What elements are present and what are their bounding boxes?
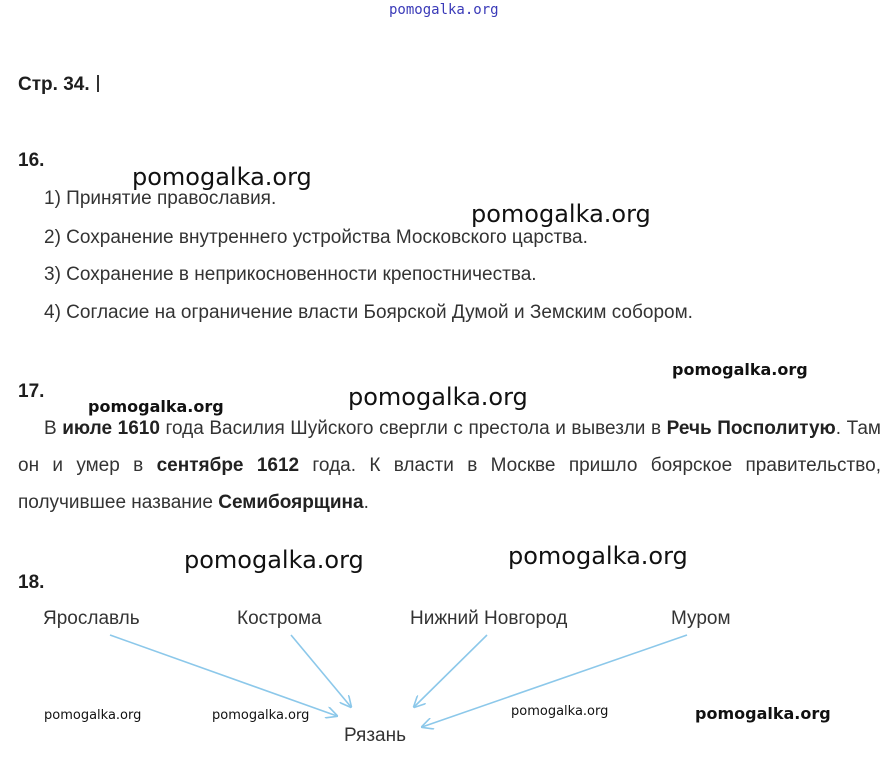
watermark: pomogalka.org: [88, 397, 224, 416]
watermark: pomogalka.org: [672, 360, 808, 379]
q17-date-july-1610: июле 1610: [62, 418, 160, 439]
watermark: pomogalka.org: [44, 708, 142, 723]
city-ryazan: Рязань: [344, 725, 407, 746]
city-nizhny-novgorod: Нижний Новгород: [410, 608, 568, 629]
question-17-number: 17.: [18, 381, 45, 402]
q17-text-5: .: [363, 492, 369, 513]
watermark: pomogalka.org: [695, 704, 831, 723]
q16-answer-4: 4) Согласие на ограничение власти Боярской Думой и Земским собором.: [44, 302, 693, 323]
arrow-nizhny-ryazan: [414, 635, 487, 707]
page-header-text: Стр. 34.: [18, 74, 90, 95]
watermark: pomogalka.org: [184, 546, 364, 574]
watermark: pomogalka.org: [132, 163, 312, 191]
watermark: pomogalka.org: [471, 200, 651, 228]
watermark: pomogalka.org: [348, 383, 528, 411]
q16-answer-1: 1) Принятие православия.: [44, 188, 277, 209]
watermark: pomogalka.org: [508, 542, 688, 570]
city-kostroma: Кострома: [237, 608, 322, 629]
city-murom: Муром: [671, 608, 731, 629]
q16-answer-2: 2) Сохранение внутреннего устройства Московского царства.: [44, 227, 588, 248]
q17-text-2: года Василия Шуйского свергли с престола и вывезли в: [159, 418, 667, 439]
q17-semiboyarshchina: Семибоярщина: [218, 492, 364, 513]
q16-answer-3: 3) Сохранение в неприкосновенности крепостничества.: [44, 264, 537, 285]
q17-date-sept-1612: сентябре 1612: [156, 455, 300, 476]
arrow-yaroslavl-ryazan: [110, 635, 337, 716]
arrow-kostroma-ryazan: [291, 635, 351, 707]
city-yaroslavl: Ярославль: [43, 608, 140, 629]
q17-rech-pospolitaya: Речь Посполитую: [666, 418, 836, 439]
watermark: pomogalka.org: [511, 704, 609, 719]
q17-text-4: года. К власти в Москве пришло боярское правительство, получившее название: [18, 455, 881, 513]
question-18-number: 18.: [18, 572, 45, 593]
q17-text-3: . Там он и умер в: [18, 418, 881, 476]
top-watermark: pomogalka.org: [389, 2, 499, 18]
watermark: pomogalka.org: [212, 708, 310, 723]
q17-text-1: В: [44, 418, 63, 439]
question-16-number: 16.: [18, 150, 45, 171]
